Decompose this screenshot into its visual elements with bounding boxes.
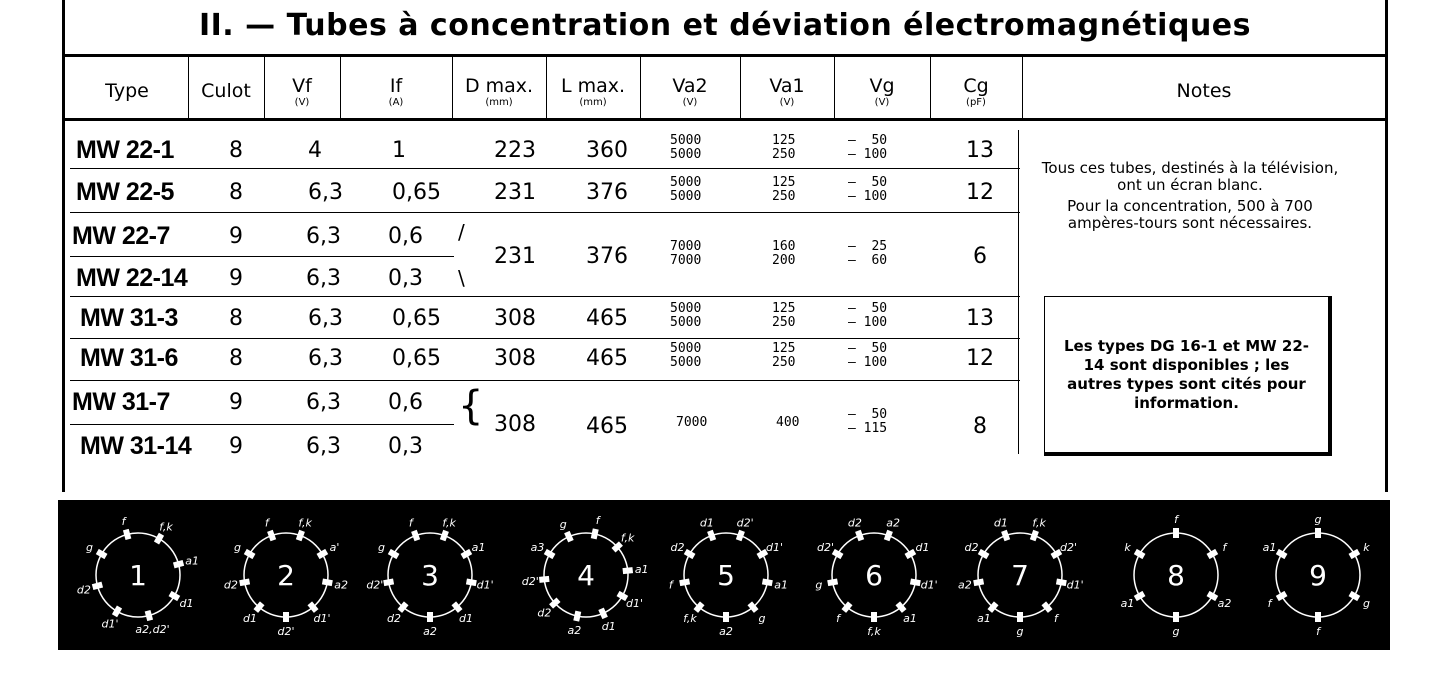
pin-label: f,k [442, 516, 456, 530]
row-va1: 125 250 [772, 175, 796, 204]
pin-label: k [1363, 541, 1370, 554]
pin-label: a2 [423, 625, 437, 638]
row-vf: 6,3 [306, 266, 341, 291]
header-vf: Vf (V) [292, 74, 312, 108]
pin-label: d2' [816, 541, 835, 554]
socket-7 [958, 516, 1084, 638]
socket-pin [736, 530, 745, 541]
socket-pin [762, 578, 773, 586]
row-rule [70, 296, 1020, 297]
socket-pin [96, 549, 108, 559]
pin-label: d2' [521, 574, 539, 588]
socket-pin [283, 612, 289, 622]
socket-pin [322, 578, 333, 586]
pin-label: d1' [1066, 578, 1084, 592]
brace: \ [458, 266, 465, 290]
row-lmax: 465 [586, 306, 628, 331]
row-culot: 8 [229, 138, 243, 163]
availability-text: Les types DG 16-1 et MW 22-14 sont disponibles ; les autres types sont cités pour information. [1064, 336, 1309, 412]
pin-label: a1 [977, 611, 991, 625]
pin-label: a1 [774, 578, 789, 592]
pin-label: f [408, 516, 413, 530]
pin-label: f,k [1032, 516, 1046, 530]
socket-number: 9 [1309, 559, 1327, 592]
socket-pin [1349, 549, 1361, 559]
pin-label: a1 [185, 554, 199, 568]
pin-label: a1 [903, 611, 917, 625]
brace: / [458, 220, 465, 244]
row-lmax: 465 [586, 346, 628, 371]
pin-label: g [86, 541, 93, 554]
socket-pin [383, 578, 394, 586]
socket-number: 8 [1167, 559, 1185, 592]
socket-pin [1315, 612, 1321, 622]
socket-diagrams [58, 500, 1390, 650]
pin-label: a1 [1262, 541, 1277, 554]
socket-pin [978, 549, 990, 559]
socket-number: 7 [1011, 559, 1029, 592]
availability-box [1044, 296, 1332, 456]
row-cg: 12 [966, 346, 994, 371]
socket-pin [239, 578, 250, 586]
socket-pin [544, 549, 556, 559]
pin-label: f [595, 514, 600, 528]
pin-label: a1 [1120, 597, 1135, 610]
row-rule [70, 338, 1020, 339]
pin-label: d2' [736, 516, 754, 530]
pin-label: d1 [601, 620, 616, 634]
socket-pin [973, 578, 984, 586]
socket-number: 3 [421, 559, 439, 592]
notes-sep [1018, 130, 1019, 454]
row-dmax: 308 [494, 346, 536, 371]
socket-number: 5 [717, 559, 735, 592]
pin-label: f [1174, 513, 1178, 526]
socket-pin [244, 549, 256, 559]
pin-label: f [1267, 597, 1272, 610]
socket-pin [1349, 591, 1361, 601]
row-if: 0,3 [388, 434, 423, 459]
socket-pin [92, 582, 103, 590]
row-if: 0,65 [392, 180, 441, 205]
pin-label: f [668, 578, 673, 592]
socket-pin [461, 549, 473, 559]
row-rule [70, 256, 454, 257]
socket-pin [1030, 530, 1039, 541]
pin-label: g [1314, 513, 1322, 526]
socket-pin [707, 530, 716, 541]
socket-pin [622, 567, 633, 574]
group-va1: 400 [776, 415, 800, 430]
socket-5 [669, 516, 788, 638]
pin-label: f,k [298, 516, 312, 530]
header-culot: Culot [201, 80, 251, 102]
socket-pin [884, 530, 893, 541]
socket-number: 4 [577, 559, 595, 592]
row-if: 0,65 [392, 306, 441, 331]
row-vf: 6,3 [306, 390, 341, 415]
pin-label: g [559, 517, 567, 531]
socket-1 [77, 515, 199, 636]
socket-pin [267, 530, 276, 541]
pin-label: f [1054, 611, 1058, 625]
row-vg: — 50 — 100 [848, 175, 888, 204]
socket-pin [1001, 530, 1010, 541]
pin-label: d1 [179, 597, 194, 610]
pin-label: a3 [530, 541, 545, 554]
socket-pin [466, 578, 477, 586]
socket-pin [723, 612, 729, 622]
socket-pin [684, 549, 696, 559]
socket-pin [173, 560, 184, 568]
row-type: MW 22-5 [76, 178, 174, 206]
notes-text [1032, 160, 1348, 232]
socket-3 [366, 516, 493, 638]
socket-number: 6 [865, 559, 883, 592]
row-va2: 5000 5000 [670, 175, 702, 204]
pin-label: g [758, 611, 766, 625]
notes-p1: Tous ces tubes, destinés à la télévision, ont un écran blanc. [1041, 159, 1339, 194]
row-culot: 9 [229, 224, 243, 249]
header-dmax: D max. (mm) [464, 74, 534, 108]
pin-label: k [1124, 541, 1131, 554]
socket-2 [224, 516, 348, 638]
socket-pin [123, 529, 131, 540]
row-rule [70, 380, 1020, 381]
socket-pin [145, 610, 153, 621]
pin-label: g [378, 541, 385, 554]
pin-label: d2 [964, 541, 979, 554]
row-type: MW 22-7 [72, 222, 170, 250]
pin-label: d1' [920, 578, 938, 592]
row-lmax: 376 [586, 180, 628, 205]
pin-label: d1' [313, 611, 331, 625]
group-va2: 7000 [676, 415, 708, 430]
pin-label: f [836, 611, 840, 625]
row-vg: — 50 — 100 [848, 341, 888, 370]
row-cg: 13 [966, 138, 994, 163]
header-if: If (A) [388, 74, 404, 108]
socket-pin [169, 591, 181, 601]
row-culot: 8 [229, 180, 243, 205]
pin-label: f,k [683, 611, 697, 625]
header-lmax: L max. (mm) [560, 74, 626, 108]
pin-label: d1' [101, 617, 119, 631]
row-type: MW 31-7 [72, 388, 170, 416]
group-va1: 160 200 [772, 239, 796, 268]
socket-pin [411, 530, 420, 541]
group-cg: 8 [973, 414, 987, 439]
pin-label: f,k [159, 520, 173, 534]
socket-pin [1315, 528, 1321, 538]
pin-label: a1 [634, 563, 649, 577]
row-culot: 8 [229, 306, 243, 331]
socket-pin [591, 528, 599, 539]
row-vf: 6,3 [308, 180, 343, 205]
pin-label: d2 [387, 611, 401, 625]
pin-label: g [1172, 625, 1180, 638]
row-type: MW 31-3 [80, 304, 178, 332]
pin-label: f,k [867, 625, 881, 638]
header-va1: Va1 (V) [769, 74, 805, 108]
row-cg: 12 [966, 180, 994, 205]
row-type: MW 22-1 [76, 136, 174, 164]
pin-label: g [815, 578, 823, 592]
row-vg: — 50 — 100 [848, 133, 888, 162]
row-type: MW 31-6 [80, 344, 178, 372]
pin-label: d1' [625, 597, 644, 610]
socket-4 [522, 514, 649, 637]
socket-8 [1121, 513, 1232, 638]
row-dmax: 223 [494, 138, 536, 163]
header-va2: Va2 (V) [672, 74, 708, 108]
row-vf: 6,3 [308, 346, 343, 371]
pin-label: d2' [1059, 541, 1078, 554]
row-vf: 6,3 [306, 434, 341, 459]
socket-pin [1134, 549, 1146, 559]
pin-label: a2 [334, 578, 349, 592]
row-if: 0,65 [392, 346, 441, 371]
pin-label: a2 [719, 625, 733, 638]
socket-pin [1056, 578, 1067, 586]
group-dmax: 231 [494, 244, 536, 269]
group-lmax: 465 [586, 414, 628, 439]
pin-label: a2 [957, 578, 972, 592]
socket-pin [827, 578, 838, 586]
socket-9 [1263, 513, 1371, 638]
socket-pin [317, 549, 329, 559]
row-if: 1 [392, 138, 406, 163]
row-culot: 9 [229, 390, 243, 415]
socket-pin [679, 578, 690, 586]
socket-pin [1173, 528, 1179, 538]
pin-label: g [1363, 597, 1370, 610]
row-va2: 5000 5000 [670, 133, 702, 162]
row-rule [70, 424, 454, 425]
row-va2: 5000 5000 [670, 341, 702, 370]
pin-label: d2' [277, 625, 295, 638]
socket-pin [539, 576, 550, 583]
notes-p2: Pour la concentration, 500 à 700 ampères-tours sont nécessaires. [1067, 197, 1313, 232]
socket-pin [112, 606, 122, 618]
row-vg: — 50 — 100 [848, 301, 888, 330]
row-culot: 9 [229, 266, 243, 291]
pin-label: d1 [459, 611, 473, 625]
socket-pin [296, 530, 305, 541]
row-lmax: 360 [586, 138, 628, 163]
header-vg: Vg (V) [869, 74, 895, 108]
pin-label: a' [329, 541, 340, 554]
pin-label: d2 [223, 578, 238, 592]
row-if: 0,6 [388, 224, 423, 249]
pin-label: g [234, 541, 241, 554]
row-va1: 125 250 [772, 341, 796, 370]
socket-pin [1134, 591, 1146, 601]
row-va1: 125 250 [772, 133, 796, 162]
row-if: 0,6 [388, 390, 423, 415]
socket-pin [1207, 549, 1219, 559]
socket-6 [815, 516, 937, 638]
socket-pin [855, 530, 864, 541]
socket-pin [388, 549, 400, 559]
row-vf: 4 [308, 138, 322, 163]
pin-label: d1 [915, 541, 930, 554]
row-rule [70, 212, 1020, 213]
header-type: Type [105, 80, 149, 102]
row-vf: 6,3 [306, 224, 341, 249]
row-rule [70, 168, 1020, 169]
pin-label: f [1222, 541, 1227, 554]
socket-pin [573, 611, 581, 622]
socket-pin [1276, 549, 1288, 559]
pin-label: a2 [1217, 597, 1232, 610]
header-bottom-rule [62, 118, 1388, 121]
socket-pin [871, 612, 877, 622]
socket-pin [598, 608, 608, 620]
socket-pin [1017, 612, 1023, 622]
pin-label: g [1016, 625, 1024, 638]
pin-label: f [1316, 625, 1320, 638]
pin-label: f [121, 514, 126, 528]
row-culot: 9 [229, 434, 243, 459]
page-title: II. — Tubes à concentration et déviation électromagnétiques [198, 8, 1252, 43]
pin-label: d1 [243, 611, 257, 625]
group-vg: — 25 — 60 [848, 239, 888, 268]
pin-label: d1' [765, 541, 784, 554]
row-if: 0,3 [388, 266, 423, 291]
pin-label: d2 [76, 583, 91, 597]
group-lmax: 376 [586, 244, 628, 269]
socket-pin [440, 530, 449, 541]
pin-label: d2 [537, 606, 552, 620]
pin-label: d2 [670, 541, 685, 554]
pin-label: d2 [847, 516, 862, 530]
group-cg: 6 [973, 244, 987, 269]
socket-pin [905, 549, 917, 559]
socket-pin [1173, 612, 1179, 622]
socket-pin [427, 612, 433, 622]
header-top-rule [62, 54, 1388, 57]
row-dmax: 231 [494, 180, 536, 205]
group-dmax: 308 [494, 412, 536, 437]
socket-number: 1 [129, 559, 147, 592]
row-cg: 13 [966, 306, 994, 331]
socket-pin [564, 531, 574, 543]
socket-pin [154, 533, 164, 545]
socket-pin [910, 578, 921, 586]
pin-label: a2 [886, 516, 901, 530]
row-type: MW 22-14 [76, 264, 188, 292]
socket-pin [1207, 591, 1219, 601]
row-vf: 6,3 [308, 306, 343, 331]
socket-number: 2 [277, 559, 295, 592]
socket-pin [1276, 591, 1288, 601]
row-va2: 5000 5000 [670, 301, 702, 330]
pin-label: d1 [699, 516, 714, 530]
row-culot: 8 [229, 346, 243, 371]
header-cg: Cg (pF) [963, 74, 989, 108]
header-notes: Notes [1176, 80, 1232, 102]
row-type: MW 31-14 [80, 432, 192, 460]
pin-label: a1 [471, 541, 486, 554]
group-va2: 7000 7000 [670, 239, 702, 268]
pin-label: f,k [620, 531, 635, 545]
row-va1: 125 250 [772, 301, 796, 330]
pin-label: d1 [993, 516, 1008, 530]
row-dmax: 308 [494, 306, 536, 331]
pin-label: a2 [567, 623, 582, 637]
pin-label: d2' [366, 578, 384, 592]
pin-label: d1' [476, 578, 494, 592]
brace: { [458, 383, 484, 429]
pin-label: a2,d2' [135, 623, 170, 637]
pin-label: f [264, 516, 269, 530]
group-vg: — 50 — 115 [848, 407, 888, 436]
